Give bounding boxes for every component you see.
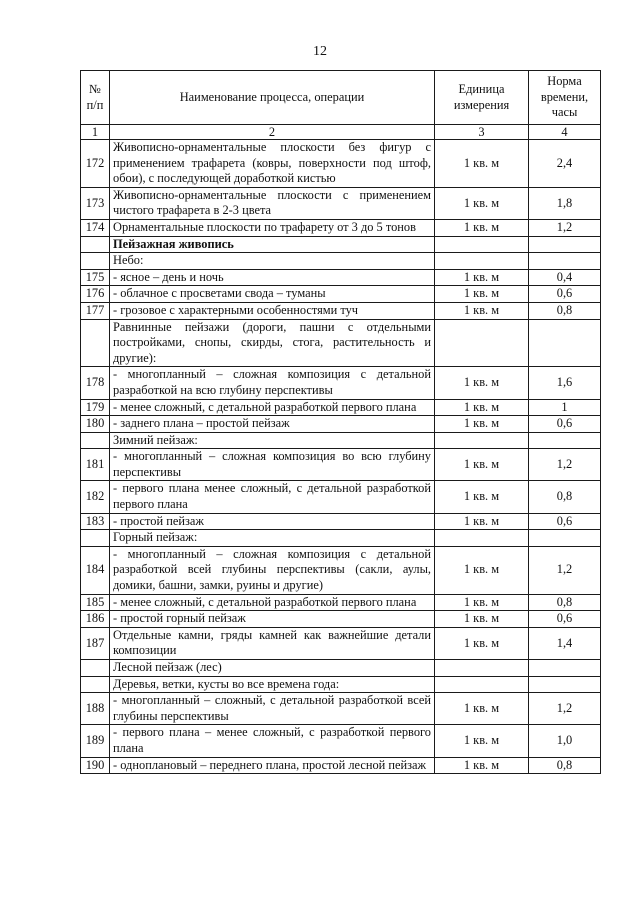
operation-name: - менее сложный, с детальной разработкой первого плана: [110, 399, 435, 416]
table-row: [81, 269, 601, 286]
norm-cell: 1,2: [529, 449, 601, 481]
norm-cell: 0,6: [529, 513, 601, 530]
row-number: 180: [81, 416, 110, 433]
row-number: [81, 676, 110, 693]
norms-table: [80, 70, 601, 774]
unit-cell: 1 кв. м: [435, 757, 529, 774]
operation-name: - менее сложный, с детальной разработкой первого плана: [110, 594, 435, 611]
operation-name: - грозовое с характерными особенностями туч: [110, 302, 435, 319]
operation-name: Небо:: [110, 253, 435, 270]
unit-cell: 1 кв. м: [435, 140, 529, 188]
row-number: 176: [81, 286, 110, 303]
norm-cell: 1: [529, 399, 601, 416]
column-number: 1: [81, 125, 110, 140]
operation-name: Живописно-орнаментальные плоскости без фигур с применением трафарета (ковры, поверхности под штоф, обои), с последующей доработкой кистью: [110, 140, 435, 188]
table-row: [81, 546, 601, 594]
unit-cell: 1 кв. м: [435, 693, 529, 725]
table-row: [81, 399, 601, 416]
row-number: 185: [81, 594, 110, 611]
operation-name: - облачное с просветами свода – туманы: [110, 286, 435, 303]
operation-name: Орнаментальные плоскости по трафарету от 3 до 5 тонов: [110, 219, 435, 236]
norm-cell: 1,2: [529, 219, 601, 236]
unit-cell: 1 кв. м: [435, 611, 529, 628]
table-row: [81, 611, 601, 628]
row-number: 177: [81, 302, 110, 319]
operation-name: Зимний пейзаж:: [110, 432, 435, 449]
unit-cell: 1 кв. м: [435, 725, 529, 757]
norm-cell: 0,6: [529, 611, 601, 628]
table-row: [81, 725, 601, 757]
operation-name: - первого плана – менее сложный, с разработкой первого плана: [110, 725, 435, 757]
norm-cell: [529, 676, 601, 693]
norm-cell: [529, 660, 601, 677]
unit-cell: 1 кв. м: [435, 219, 529, 236]
unit-cell: [435, 253, 529, 270]
table-row: [81, 627, 601, 659]
norm-cell: 1,8: [529, 187, 601, 219]
operation-name: - простой горный пейзаж: [110, 611, 435, 628]
header-name: Наименование процесса, операции: [110, 71, 435, 125]
row-number: 189: [81, 725, 110, 757]
norm-cell: [529, 432, 601, 449]
table-row: [81, 513, 601, 530]
row-number: 182: [81, 481, 110, 513]
row-number: [81, 432, 110, 449]
row-number: 179: [81, 399, 110, 416]
norm-cell: [529, 319, 601, 367]
operation-name: - многопланный – сложная композиция с детальной разработкой всей глубины перспективы (сакли, аулы, домики, башни, замки, руины и другие): [110, 546, 435, 594]
operation-name: - первого плана менее сложный, с детальной разработкой первого плана: [110, 481, 435, 513]
row-number: 172: [81, 140, 110, 188]
operation-name: - многопланный – сложная композиция во всю глубину перспективы: [110, 449, 435, 481]
operation-name: Равнинные пейзажи (дороги, пашни с отдельными постройками, снопы, скирды, стога, растительность и другие):: [110, 319, 435, 367]
unit-cell: [435, 676, 529, 693]
table-row: [81, 367, 601, 399]
row-number: 188: [81, 693, 110, 725]
header-norm: Норма времени, часы: [529, 71, 601, 125]
unit-cell: [435, 319, 529, 367]
operation-name: - многопланный – сложная композиция с детальной разработкой на всю глубину перспективы: [110, 367, 435, 399]
operation-name: - заднего плана – простой пейзаж: [110, 416, 435, 433]
unit-cell: 1 кв. м: [435, 449, 529, 481]
table-row: [81, 481, 601, 513]
table-row: [81, 660, 601, 677]
unit-cell: 1 кв. м: [435, 594, 529, 611]
table-row: [81, 432, 601, 449]
page-number: 12: [313, 44, 327, 59]
row-number: 187: [81, 627, 110, 659]
row-number: [81, 236, 110, 253]
header-unit: Единица измерения: [435, 71, 529, 125]
unit-cell: 1 кв. м: [435, 302, 529, 319]
norm-cell: 0,8: [529, 481, 601, 513]
table-row: [81, 236, 601, 253]
header-row: [81, 71, 601, 125]
row-number: [81, 530, 110, 547]
table-row: [81, 253, 601, 270]
unit-cell: 1 кв. м: [435, 481, 529, 513]
row-number: 183: [81, 513, 110, 530]
operation-name: - ясное – день и ночь: [110, 269, 435, 286]
operation-name: Отдельные камни, гряды камней как важнейшие детали композиции: [110, 627, 435, 659]
unit-cell: [435, 530, 529, 547]
column-number: 2: [110, 125, 435, 140]
unit-cell: 1 кв. м: [435, 416, 529, 433]
header-num: № п/п: [81, 71, 110, 125]
operation-name: Лесной пейзаж (лес): [110, 660, 435, 677]
table-row: [81, 302, 601, 319]
row-number: 178: [81, 367, 110, 399]
norm-cell: [529, 253, 601, 270]
operation-name: Горный пейзаж:: [110, 530, 435, 547]
table-row: [81, 219, 601, 236]
unit-cell: 1 кв. м: [435, 187, 529, 219]
operation-name: Живописно-орнаментальные плоскости с применением чистого трафарета в 2-3 цвета: [110, 187, 435, 219]
norm-cell: 0,6: [529, 286, 601, 303]
row-number: 174: [81, 219, 110, 236]
norm-cell: [529, 236, 601, 253]
unit-cell: 1 кв. м: [435, 286, 529, 303]
table-row: [81, 416, 601, 433]
unit-cell: 1 кв. м: [435, 627, 529, 659]
norm-cell: 2,4: [529, 140, 601, 188]
operation-name: - простой пейзаж: [110, 513, 435, 530]
row-number: 181: [81, 449, 110, 481]
unit-cell: 1 кв. м: [435, 367, 529, 399]
norm-cell: 1,2: [529, 693, 601, 725]
column-number: 4: [529, 125, 601, 140]
table-row: [81, 594, 601, 611]
norm-cell: 1,4: [529, 627, 601, 659]
table-row: [81, 530, 601, 547]
unit-cell: [435, 660, 529, 677]
row-number: [81, 253, 110, 270]
operation-name: Пейзажная живопись: [110, 236, 435, 253]
table-row: [81, 140, 601, 188]
unit-cell: [435, 432, 529, 449]
table-row: [81, 187, 601, 219]
operation-name: Деревья, ветки, кусты во все времена года:: [110, 676, 435, 693]
row-number: 173: [81, 187, 110, 219]
norm-cell: 0,6: [529, 416, 601, 433]
table-row: [81, 449, 601, 481]
column-numbers-row: [81, 125, 601, 140]
row-number: 186: [81, 611, 110, 628]
norm-cell: 0,8: [529, 757, 601, 774]
norm-cell: 1,2: [529, 546, 601, 594]
table-row: [81, 286, 601, 303]
norm-cell: 0,8: [529, 594, 601, 611]
unit-cell: 1 кв. м: [435, 546, 529, 594]
operation-name: - многопланный – сложный, с детальной разработкой всей глубины перспективы: [110, 693, 435, 725]
table-row: [81, 757, 601, 774]
unit-cell: 1 кв. м: [435, 269, 529, 286]
norm-cell: 0,8: [529, 302, 601, 319]
operation-name: - одноплановый – переднего плана, простой лесной пейзаж: [110, 757, 435, 774]
row-number: 184: [81, 546, 110, 594]
column-number: 3: [435, 125, 529, 140]
norm-cell: 1,0: [529, 725, 601, 757]
table-row: [81, 693, 601, 725]
table-row: [81, 676, 601, 693]
row-number: 190: [81, 757, 110, 774]
unit-cell: 1 кв. м: [435, 513, 529, 530]
row-number: [81, 319, 110, 367]
norm-cell: 0,4: [529, 269, 601, 286]
norm-cell: [529, 530, 601, 547]
unit-cell: [435, 236, 529, 253]
norm-cell: 1,6: [529, 367, 601, 399]
row-number: [81, 660, 110, 677]
table-row: [81, 319, 601, 367]
unit-cell: 1 кв. м: [435, 399, 529, 416]
row-number: 175: [81, 269, 110, 286]
